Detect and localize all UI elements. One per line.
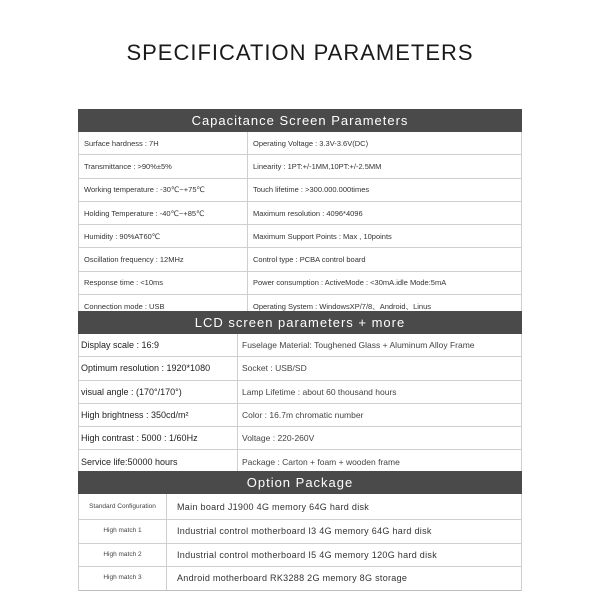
spec-label: Color : 16.7m chromatic number (242, 410, 364, 421)
spec-label: Lamp Lifetime : about 60 thousand hours (242, 386, 397, 397)
spec-label: Operating Voltage : 3.3V-3.6V(DC) (253, 138, 369, 148)
table-row (79, 357, 521, 380)
spec-label: Control type : PCBA control board (253, 255, 366, 265)
option-label: High match 2 (79, 544, 167, 567)
spec-label: High contrast : 5000 : 1/60Hz (79, 427, 238, 449)
option-value: Main board J1900 4G memory 64G hard disk (177, 501, 370, 512)
spec-label: Response time : <10ms (79, 272, 248, 294)
option-value: Android motherboard RK3288 2G memory 8G storage (177, 573, 408, 584)
spec-label: Working temperature : -30℃~+75℃ (79, 179, 248, 201)
spec-label: Power consumption : ActiveMode : <30mA.idle Mode:5mA (253, 278, 447, 288)
option-label: High match 3 (79, 567, 167, 590)
capacitance-section (78, 109, 522, 318)
option-value: Industrial control motherboard I3 4G memory 64G hard disk (177, 526, 432, 537)
table-row (79, 427, 521, 450)
table-row (79, 334, 521, 357)
spec-label: Surface hardness : 7H (79, 132, 248, 154)
table-row (79, 544, 521, 568)
lcd-header: LCD screen parameters + more (78, 311, 522, 334)
spec-label: Connection mode : USB (79, 295, 248, 317)
table-row (79, 248, 521, 271)
table-row (79, 494, 521, 520)
spec-label: Service life:50000 hours (79, 450, 238, 472)
option-header: Option Package (78, 471, 522, 494)
capacitance-table (78, 132, 522, 318)
spec-label: Transmittance : >90%±5% (79, 155, 248, 177)
spec-label: Voltage : 220-260V (242, 433, 315, 444)
table-row (79, 132, 521, 155)
option-section (78, 471, 522, 591)
option-label: Standard Configuration (79, 494, 167, 519)
spec-label: Oscillation frequency : 12MHz (79, 248, 248, 270)
spec-label: Package : Carton + foam + wooden frame (242, 456, 400, 467)
table-row (79, 381, 521, 404)
table-row (79, 567, 521, 591)
table-row (79, 155, 521, 178)
spec-label: Humidity : 90%AT60℃ (79, 225, 248, 247)
lcd-section (78, 311, 522, 474)
option-value: Industrial control motherboard I5 4G memory 120G hard disk (177, 549, 438, 560)
spec-label: Maximum resolution : 4096*4096 (253, 208, 363, 218)
table-row (79, 202, 521, 225)
table-row (79, 179, 521, 202)
table-row (79, 404, 521, 427)
option-table (78, 494, 522, 591)
spec-label: Touch lifetime : >300.000.000times (253, 185, 370, 195)
capacitance-header: Capacitance Screen Parameters (78, 109, 522, 132)
spec-label: High brightness : 350cd/m² (79, 404, 238, 426)
spec-label: visual angle : (170°/170°) (79, 381, 238, 403)
page-title: SPECIFICATION PARAMETERS (126, 40, 474, 65)
spec-label: Optimum resolution : 1920*1080 (79, 357, 238, 379)
spec-label: Display scale : 16:9 (79, 334, 238, 356)
spec-label: Fuselage Material: Toughened Glass + Aluminum Alloy Frame (242, 340, 475, 351)
table-row (79, 225, 521, 248)
spec-label: Operating System : WindowsXP/7/8、Android、Linus (253, 301, 431, 311)
lcd-table (78, 334, 522, 474)
spec-label: Maximum Support Points : Max , 10points (253, 231, 392, 241)
option-label: High match 1 (79, 520, 167, 543)
table-row (79, 520, 521, 544)
spec-label: Socket : USB/SD (242, 363, 307, 374)
spec-label: Holding Temperature : -40℃~+85℃ (79, 202, 248, 224)
table-row (79, 272, 521, 295)
spec-label: Linearity : 1PT:+/-1MM,10PT:+/-2.5MM (253, 161, 382, 171)
